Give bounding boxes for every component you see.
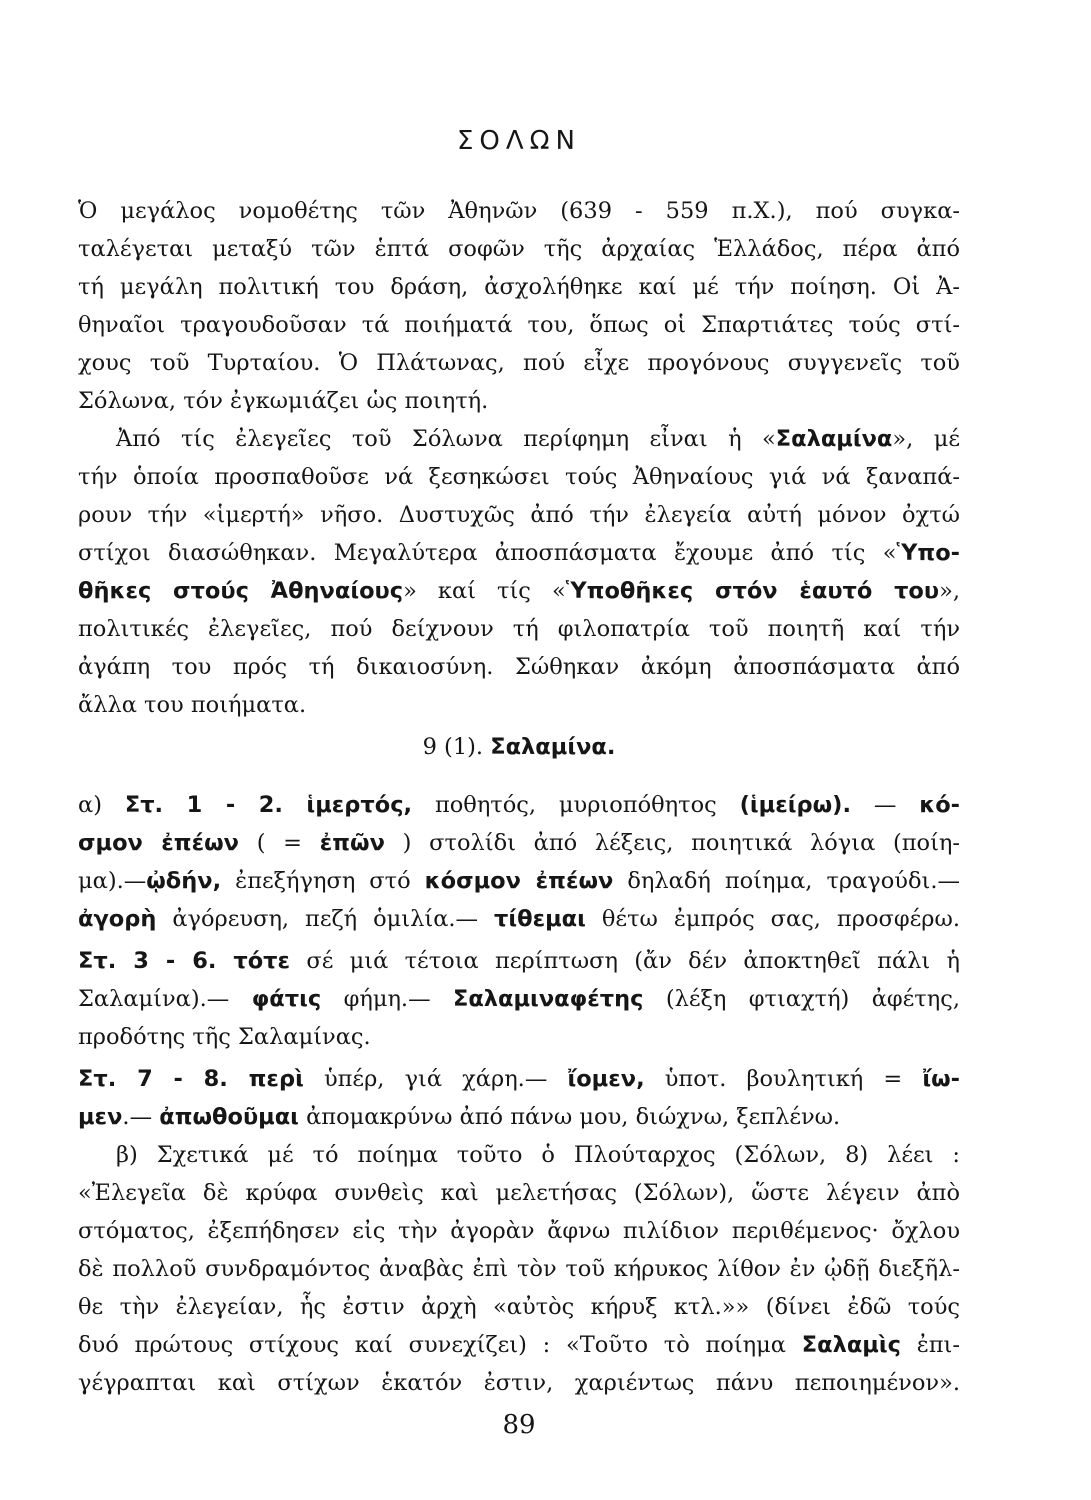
- intro-line-11: θῆκες στούς Ἀθηναίους» καί τίς «Ὑποθῆκες στόν ἑαυτό του»,: [78, 578, 961, 604]
- page-number: 89: [502, 1410, 536, 1440]
- note-line-6: Σαλαμίνα).— φάτις φήμη.— Σαλαμιναφέτης (λέξη φτιαχτή) ἀφέτης,: [78, 986, 960, 1012]
- page-title: ΣΟΛΩΝ: [457, 126, 581, 156]
- intro-line-6: Σόλωνα, τόν ἐγκωμιάζει ὡς ποιητή.: [78, 388, 489, 414]
- note-line-10: β) Σχετικά μέ τό ποίημα τοῦτο ὁ Πλούταρχος (Σόλων, 8) λέει :: [116, 1142, 960, 1168]
- note-line-8: Στ. 7 - 8. περὶ ὑπέρ, γιά χάρη.— ἴομεν, ὑποτ. βουλητική = ἴω-: [78, 1066, 961, 1092]
- poem-heading: 9 (1). Σαλαμίνα.: [422, 734, 616, 760]
- intro-line-4: θηναῖοι τραγουδοῦσαν τά ποιήματά του, ὅπως οἱ Σπαρτιάτες τούς στί-: [78, 312, 960, 338]
- intro-line-5: χους τοῦ Τυρταίου. Ὁ Πλάτωνας, πού εἶχε προγόνους συγγενεῖς τοῦ: [78, 350, 960, 376]
- note-line-4: ἀγορὴ ἀγόρευση, πεζή ὁμιλία.— τίθεμαι θέτω ἐμπρός σας, προσφέρω.: [78, 906, 960, 932]
- intro-line-1: Ὁ μεγάλος νομοθέτης τῶν Ἀθηνῶν (639 - 559 π.Χ.), πού συγκα-: [78, 198, 960, 224]
- note-line-13: δὲ πολλοῦ συνδραμόντος ἀναβὰς ἐπὶ τὸν τοῦ κήρυκος λίθον ἐν ᾠδῇ διεξῆλ-: [78, 1256, 960, 1282]
- intro-line-14: ἄλλα του ποιήματα.: [78, 692, 307, 718]
- note-line-2: σμον ἐπέων ( = ἐπῶν ) στολίδι ἀπό λέξεις, ποιητικά λόγια (ποίη-: [78, 830, 960, 856]
- intro-line-7: Ἀπό τίς ἐλεγεῖες τοῦ Σόλωνα περίφημη εἶναι ἡ «Σαλαμίνα», μέ: [116, 426, 960, 452]
- note-line-16: γέγραπται καὶ στίχων ἑκατόν ἐστιν, χαριέντως πάνυ πεποιημένον».: [78, 1370, 960, 1396]
- note-line-15: δυό πρώτους στίχους καί συνεχίζει) : «Τοῦτο τὸ ποίημα Σαλαμὶς ἐπι-: [78, 1332, 960, 1358]
- intro-line-10: στίχοι διασώθηκαν. Μεγαλύτερα ἀποσπάσματα ἔχουμε ἀπό τίς «Ὑπο-: [78, 540, 960, 566]
- intro-line-3: τή μεγάλη πολιτική του δράση, ἀσχολήθηκε καί μέ τήν ποίηση. Οἱ Ἀ-: [78, 274, 960, 300]
- note-line-1: α) Στ. 1 - 2. ἱμερτός, ποθητός, μυριοπόθητος (ἱμείρω). — κό-: [78, 792, 960, 818]
- intro-line-9: ρουν τήν «ἱμερτή» νῆσο. Δυστυχῶς ἀπό τήν ἐλεγεία αὐτή μόνον ὀχτώ: [78, 502, 960, 528]
- note-line-14: θε τὴν ἐλεγείαν, ἧς ἐστιν ἀρχὴ «αὐτὸς κήρυξ κτλ.»» (δίνει ἐδῶ τούς: [78, 1294, 960, 1320]
- note-line-7: προδότης τῆς Σαλαμίνας.: [78, 1024, 371, 1050]
- intro-line-12: πολιτικές ἐλεγεῖες, πού δείχνουν τή φιλοπατρία τοῦ ποιητῆ καί τήν: [78, 616, 960, 642]
- note-line-11: «Ἐλεγεῖα δὲ κρύφα συνθεὶς καὶ μελετήσας (Σόλων), ὥστε λέγειν ἀπὸ: [78, 1180, 960, 1206]
- intro-line-8: τήν ὁποία προσπαθοῦσε νά ξεσηκώσει τούς Ἀθηναίους γιά νά ξαναπά-: [78, 464, 960, 490]
- note-line-3: μα).—ᾠδήν, ἐπεξήγηση στό κόσμον ἐπέων δηλαδή ποίημα, τραγούδι.—: [78, 868, 960, 894]
- note-line-5: Στ. 3 - 6. τότε σέ μιά τέτοια περίπτωση (ἄν δέν ἀποκτηθεῖ πάλι ἡ: [78, 948, 961, 974]
- intro-line-2: ταλέγεται μεταξύ τῶν ἑπτά σοφῶν τῆς ἀρχαίας Ἑλλάδος, πέρα ἀπό: [78, 236, 960, 262]
- intro-line-13: ἀγάπη του πρός τή δικαιοσύνη. Σώθηκαν ἀκόμη ἀποσπάσματα ἀπό: [78, 654, 960, 680]
- note-line-12: στόματος, ἐξεπήδησεν εἰς τὴν ἀγορὰν ἄφνω πιλίδιον περιθέμενος· ὄχλου: [78, 1218, 960, 1244]
- note-line-9: μεν.— ἀπωθοῦμαι ἀπομακρύνω ἀπό πάνω μου, διώχνω, ξεπλένω.: [78, 1104, 841, 1130]
